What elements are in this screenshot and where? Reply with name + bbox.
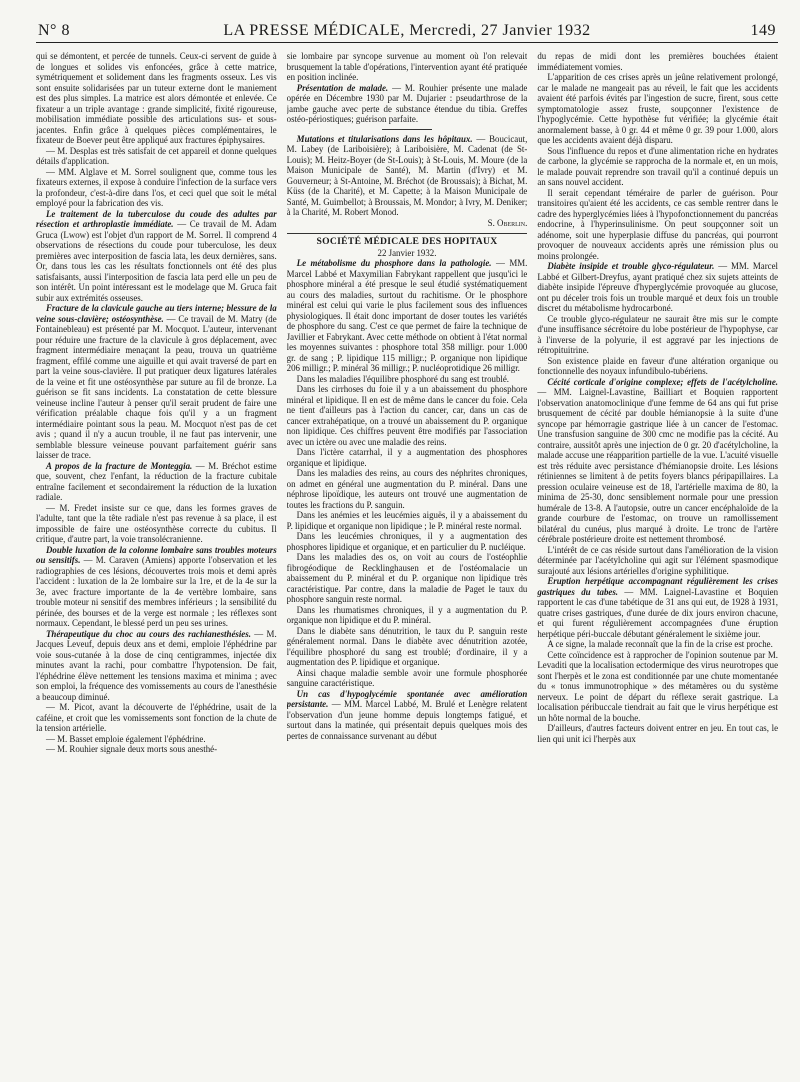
- article-paragraph: — MM. Alglave et M. Sorrel soulignent que, comme tous les fixateurs externes, il expose à conduire l'infection de la surface vers la profondeur, c'est-à-dire dans l'os, et ceci quel que soit le métal employé pour la fabrication des vis.: [36, 166, 277, 208]
- page-number: 149: [750, 22, 776, 39]
- article-paragraph: [36, 209, 277, 304]
- article-paragraph: Dans les rhumatismes chroniques, il y a augmentation du P. organique non lipidique et du P. minéral.: [286, 604, 528, 625]
- article-paragraph: [537, 377, 778, 545]
- article-paragraph: qui se démontent, et percée de tunnels. Ceux-ci servent de guide à de longues et solides vis enfoncées, grâce à cette matrice, symétriquement et solidement dans les fragments osseux. Les vis sont ensuite solidarisées par un tuteur externe dont le maniement est des plus simples. La matrice est alors démontée et enlevée. Ce fixateur a un triple avantage : grande simplicité, fixité rigoureuse, mobilisation immédiate possible des articulations sus- et sous-jacentes. Enfin grâce à quelques pièces complémentaires, le fixateur de Boever peut être appliqué aux fractures épiphysaires.: [36, 51, 277, 145]
- article-heading: Fracture de la clavicule gauche au tiers interne; blessure de la veine sous-clavière; ostéosynthèse.: [36, 303, 277, 324]
- article-paragraph: Dans les leucémies chroniques, il y a augmentation des phosphores lipidique et organique, et en particulier du P. nucléique.: [286, 531, 528, 552]
- article-paragraph: L'intérêt de ce cas réside surtout dans l'amélioration de la vision déterminée par l'acétylcholine qui agit sur l'élément spasmodique surajouté aux lésions artérielles d'origine syphilitique.: [537, 544, 778, 576]
- article-text: — Boucicaut, M. Labey (de Lariboisière); à Lariboisière, M. Cadenat (de St-Louis); M. Heitz-Boyer (de St-Louis); à St-Louis, M. Moure (de la Maison Municipale de Santé), M. Martin (d'Ivry) et M. Gouverneur; à St-Antoine, M. Bréchot (de Broussais); à Bichat, M. Küss (de la Charité), et M. Capette; à la Maison Municipale de Santé, M. Guimbellot; à Broussais, M. Mondor; à Ivry, M. Deniker; à la Charité, M. Robert Monod.: [286, 133, 528, 217]
- article-text: — M. Bréchot estime que, souvent, chez l'enfant, la réduction de la fracture cubitale entraîne facilement et secondairement la réduction de la luxation radiale.: [36, 460, 277, 502]
- article-text: — MM. Laignel-Lavastine et Boquien rapportent le cas d'une tabétique de 31 ans qui eut, de 1928 à 1931, quatre crises gastriques, d'une durée de dix jours environ chacune, et qui furent régulièrement accompagnées d'une éruption herpétique péri-buccale débutant généralement le sixième jour.: [537, 586, 778, 639]
- article-paragraph: — M. Fredet insiste sur ce que, dans les formes graves de l'adulte, tant que la tête radiale n'est pas revenue à sa place, il est impossible de faire une ostéosynthèse correcte du cubitus. Il critique, d'autre part, la voie transolécranienne.: [36, 502, 277, 544]
- section-title: SOCIÉTÉ MÉDICALE DES HOPITAUX: [316, 236, 498, 247]
- article-heading: Le traitement de la tuberculose du coude des adultes par résection et arthroplastie immédiate.: [36, 208, 277, 229]
- article-paragraph: — M. Basset emploie également l'éphédrine.: [46, 733, 206, 744]
- article-paragraph: [36, 629, 277, 703]
- article-heading: Thérapeutique du choc au cours des rachianesthésies.: [46, 628, 251, 639]
- article-text: — MM. Marcel Labbé et Maxymilian Fabrykant rappellent que jusqu'ici le phosphore minéral a été presque le seul étudié systématiquement au cours des maladies, surtout du rachitisme. Or le phosphore minéral est celui qui varie le plus facilement sous des influences physiologiques. Il était donc important de doser toutes les variétés de phosphore du sang. C'est ce que permet de faire la technique de Javillier et Fabrykant. Avec cette méthode on obtient à l'état normal les moyennes suivantes : phosphore total 358 milligr. pour 1.000 gr. de sang ; P. lipidique 115 milligr.; P. organique non lipidique 206 milligr.; P. minéral 36 milligr.; P. nucléoprotidique 26 milligr.: [286, 258, 528, 373]
- newspaper-title: LA PRESSE MÉDICALE, Mercredi, 27 Janvier 1932: [223, 22, 591, 39]
- article-paragraph: [537, 576, 778, 639]
- article-paragraph: D'ailleurs, d'autres facteurs doivent entrer en jeu. En tout cas, le lien qui unit ici l'herpès aux: [537, 723, 778, 744]
- article-paragraph: — M. Desplas est très satisfait de cet appareil et donne quelques détails d'application.: [36, 145, 277, 166]
- column-middle: [287, 51, 528, 1075]
- article-text: — Ce travail de M. Adam Gruca (Lwow) est l'objet d'un rapport de M. Sorrel. Il comprend 4 observations de résections du coude pour tuberculose, les deux premières avec interposition de fascia lata, les deux dernières, sans. Or, dans tous les cas les résultats fonctionnels ont été des plus satisfaisants, aussi l'interposition de fascia lata perd elle un peu de son intérêt. Un point intéressant est le modelage que M. Gruca fait subir aux extrémités osseuses.: [36, 219, 277, 303]
- article-heading: Diabète insipide et trouble glyco-régulateur.: [547, 261, 715, 271]
- article-paragraph: du repas de midi dont les premières bouchées étaient immédiatement vomies.: [537, 51, 778, 72]
- article-paragraph: — M. Picot, avant la découverte de l'éphédrine, usait de la caféine, et croit que les vomissements sont fonction de la chute de la tension artérielle.: [36, 702, 277, 733]
- article-heading: Eruption herpétique accompagnant régulièrement les crises gastriques du tabes.: [537, 576, 778, 597]
- article-columns: [36, 51, 778, 1075]
- article-paragraph: A ce signe, la malade reconnaît que la fin de la crise est proche.: [547, 639, 773, 649]
- article-paragraph: [287, 83, 528, 125]
- masthead: [36, 20, 778, 43]
- article-paragraph: sie lombaire par syncope survenue au moment où l'on relevait brusquement la table d'opérations, l'intervention ayant été pratiquée en position inclinée.: [286, 51, 528, 82]
- article-text: — MM. Marcel Labbé, M. Brulé et Lenègre relatent l'observation d'un jeune homme depuis longtemps fatigué, et surtout dans la matinée, qui présentait depuis quelques mois des pertes de connaissance survenant au début: [286, 699, 528, 741]
- article-heading: Présentation de malade.: [296, 82, 389, 93]
- article-text: — Ce travail de M. Matry (de Fontainebleau) est présenté par M. Mocquot. L'auteur, intervenant pour réduire une fracture de la clavicule à gros déplacement, avec fragment intermédiaire menaçant la peau, trouva un quatrième fragment, effilé comme une aiguille et qui avait traversé de part en part la veine sous-clavière. Il put pratiquer deux ligatures latérales de la veine et fit une ostéosynthèse par suture au fil de bronze. La guérison se fit sans incidents. La constatation de cette blessure veineuse incline l'auteur à penser qu'il serait prudent de faire une vérification préalable chaque fois qu'il y a un fragment intermédiaire pointant sous la peau. M. Mocquot n'est pas de cet avis ; quand il n'y a aucun trouble, il ne faut pas intervenir, une semblable blessure veineuse pouvant parfaitement guérir sans laisser de trace.: [36, 313, 277, 460]
- article-heading: Cécité corticale d'origine complexe; effets de l'acétylcholine.: [547, 376, 778, 387]
- article-paragraph: Dans les maladies des reins, au cours des néphrites chroniques, on admet en général une augmentation du P. minéral. Dans une néphrose lipoïdique, les auteurs ont trouvé une augmentation de toutes les fractions du P. sanguin.: [286, 468, 528, 510]
- column-left: [36, 51, 277, 1075]
- issue-number: N° 8: [38, 22, 70, 39]
- article-paragraph: [36, 303, 277, 461]
- section-date: 22 Janvier 1932.: [377, 247, 437, 258]
- author-signature: S. Oberlin.: [487, 217, 528, 228]
- article-paragraph: Dans les anémies et les leucémies aiguës, il y a abaissement du P. lipidique et organique non lipidique ; le P. minéral reste normal.: [286, 510, 528, 531]
- article-paragraph: Dans l'ictère catarrhal, il y a augmentation des phosphores organique et lipidique.: [286, 447, 528, 468]
- article-paragraph: Il serait cependant téméraire de parler de guérison. Pour transitoires qu'aient été les accidents, ce cas semble rentrer dans le cadre des hyperglycémies liées à l'hypofonctionnement du pancréas endocrine, à l'hyperinsulinisme. On peut soupçonner soit un adénome, soit une hyperplasie diffuse du pancréas, qui pourront provoquer de nouveaux accidents après une rémission plus ou moins prolongée.: [537, 187, 778, 261]
- article-text: — M. Caraven (Amiens) apporte l'observation et les radiographies de ces lésions, découvertes trois mois et demi après l'accident : luxation de la 2e lombaire sur la 1re, et de la 4e sur la 3e, avec fracture importante de la 4e vertèbre lombaire, sans trouble moteur ni sensitif des membres inférieurs ; la sensibilité du périnée, des bourses et de la verge est normale ; les réflexes sont normaux. Cependant, le blessé perd un peu ses urines.: [36, 555, 277, 628]
- article-paragraph: [36, 545, 277, 629]
- article-heading: A propos de la fracture de Monteggia.: [46, 460, 193, 471]
- article-paragraph: — M. Rouhier signale deux morts sous anesthé-: [46, 744, 218, 754]
- article-paragraph: [287, 134, 528, 218]
- article-heading: Double luxation de la colonne lombaire sans troubles moteurs ou sensitifs.: [36, 544, 277, 565]
- article-text: — M. Jacques Leveuf, depuis deux ans et demi, emploie l'éphédrine par voie sous-cutanée à la dose de cinq centigrammes, injectée dix minutes avant la rachi, pour combattre l'hypotension. De fait, l'éphédrine élève nettement les tensions maxima et minima ; avec son emploi, la fréquence des vomissements au cours de l'anesthésie a beaucoup diminué.: [36, 628, 277, 702]
- section-divider: [287, 233, 528, 234]
- article-paragraph: Ainsi chaque maladie semble avoir une formule phosphorée sanguine caractéristique.: [286, 667, 528, 688]
- article-paragraph: [36, 461, 277, 503]
- article-text: — M. Rouhier présente une malade opérée en Décembre 1930 par M. Dujarier : pseudarthrose de la jambe gauche avec perte de substance étendue du tibia. Greffes ostéo-périostiques; guérison parfaite.: [286, 82, 528, 124]
- article-paragraph: Dans les maladies des os, on voit au cours de l'ostéophlie fibrogéodique de Recklinghausen et de l'ostéomalacie un abaissement du P. minéral et du P. organique non lipidique très caractéristique. Par contre, dans la maladie de Paget le taux du phosphore sanguin reste normal.: [286, 552, 528, 604]
- article-heading: Un cas d'hypoglycémie spontanée avec amélioration persistante.: [286, 688, 528, 709]
- article-paragraph: Dans les maladies l'équilibre phosphoré du sang est troublé.: [296, 373, 510, 384]
- article-text: — MM. Laignel-Lavastine, Bailliart et Boquien rapportent l'observation anatomoclinique d'une femme de 64 ans qui fut prise brusquement de cécité par double hémianopsie à la suite d'une syncope par hémorragie gastrique liée à un cancer de l'estomac. Une transfusion sanguine de 300 cmc ne modifie pas la cécité. Au contraire, aussitôt après une injection de 0 gr. 20 d'acétylcholine, la malade accuse une réapparition partielle de la vue. L'acuité visuelle est très réduite avec persistance d'hémianopsie droite. Les lésions rétiniennes se limitent à de petits foyers blancs péripapillaires. La pression oculaire veineuse est de 18, l'artérielle maxima de 80, la minima de 25-30, donc sensiblement normale pour une pression humérale de 13-8. A l'autopsie, outre un cancer encéphaloïde de la grande courbure de l'estomac, on trouve un ramollissement bilatéral du cunéus, plus marqué à droite. Le tronc de l'artère cérébrale postérieure droite est nettement thrombosé.: [537, 387, 778, 544]
- article-paragraph: Sous l'influence du repos et d'une alimentation riche en hydrates de carbone, la glycémie se rapprocha de la normale et, en un mois, le malade pouvait reprendre son travail qu'il a continué depuis un an sans nouvel accident.: [537, 145, 778, 187]
- article-paragraph: Ce trouble glyco-régulateur ne saurait être mis sur le compte d'une insuffisance sécrétoire du lobe postérieur de l'hypophyse, car à l'inverse de la polyurie, il est aggravé par les injections de rétropituitrine.: [537, 313, 778, 355]
- article-paragraph: Dans les cirrhoses du foie il y a un abaissement du phosphore minéral et lipidique. Il en est de même dans le cancer du foie. Cela ne tient d'ailleurs pas à l'action du cancer, car, dans un cas de cancer extrahépatique, on a trouvé un abaissement du P. organique non lipidique. Ces chiffres peuvent être modifiés par l'association avec un ictère ou avec une maladie des reins.: [286, 384, 528, 447]
- article-paragraph: Son existence plaide en faveur d'une altération organique ou fonctionnelle des noyaux infundibulo-tubériens.: [537, 355, 778, 376]
- column-right: [537, 51, 778, 1075]
- article-paragraph: [287, 258, 528, 374]
- article-paragraph: Dans le diabète sans dénutrition, le taux du P. sanguin reste généralement normal. Dans le diabète avec dénutrition azotée, l'équilibre phosphoré du sang est troublé; d'ordinaire, il y a augmentation des P. lipidique et organique.: [286, 625, 528, 667]
- separator-rule: [382, 129, 432, 130]
- article-paragraph: [287, 689, 528, 742]
- article-paragraph: [537, 261, 778, 314]
- article-heading: Le métabolisme du phosphore dans la pathologie.: [296, 258, 492, 268]
- article-text: — MM. Marcel Labbé et Gilbert-Dreyfus, ayant pratiqué chez six sujets atteints de diabète insipide l'épreuve d'hyperglycémie provoquée au glucose, ont pu déceler trois fois un trouble marqué et deux fois un trouble discret du métabolisme hydrocarboné.: [537, 261, 778, 313]
- article-heading: Mutations et titularisations dans les hôpitaux.: [296, 133, 473, 144]
- article-paragraph: L'apparition de ces crises après un jeûne relativement prolongé, car le malade ne mangeait pas au réveil, le fait que les accidents avaient été parfois évités par l'ingestion de sucre, firent, sous cette symptomatologie assez fruste, soupçonner l'existence de l'hypoglycémie. Cette hypothèse fut vérifiée; la glycémie était anormalement basse, à 0 gr. 44 et même 0 gr. 39 pour 1.000, alors que les accidents avaient déjà disparu.: [537, 72, 778, 145]
- article-paragraph: Cette coïncidence est à rapprocher de l'opinion soutenue par M. Levaditi que la localisation ectodermique des virus neurotropes que sont l'herpès et le zona est conditionnée par une chute momentanée du « tonus immunotrophique » des métamères ou du système nerveux. Le point de départ du réflexe serait gastrique. La localisation péribuccale tiendrait au fait que le virus herpétique est un hôte normal de la bouche.: [537, 649, 778, 723]
